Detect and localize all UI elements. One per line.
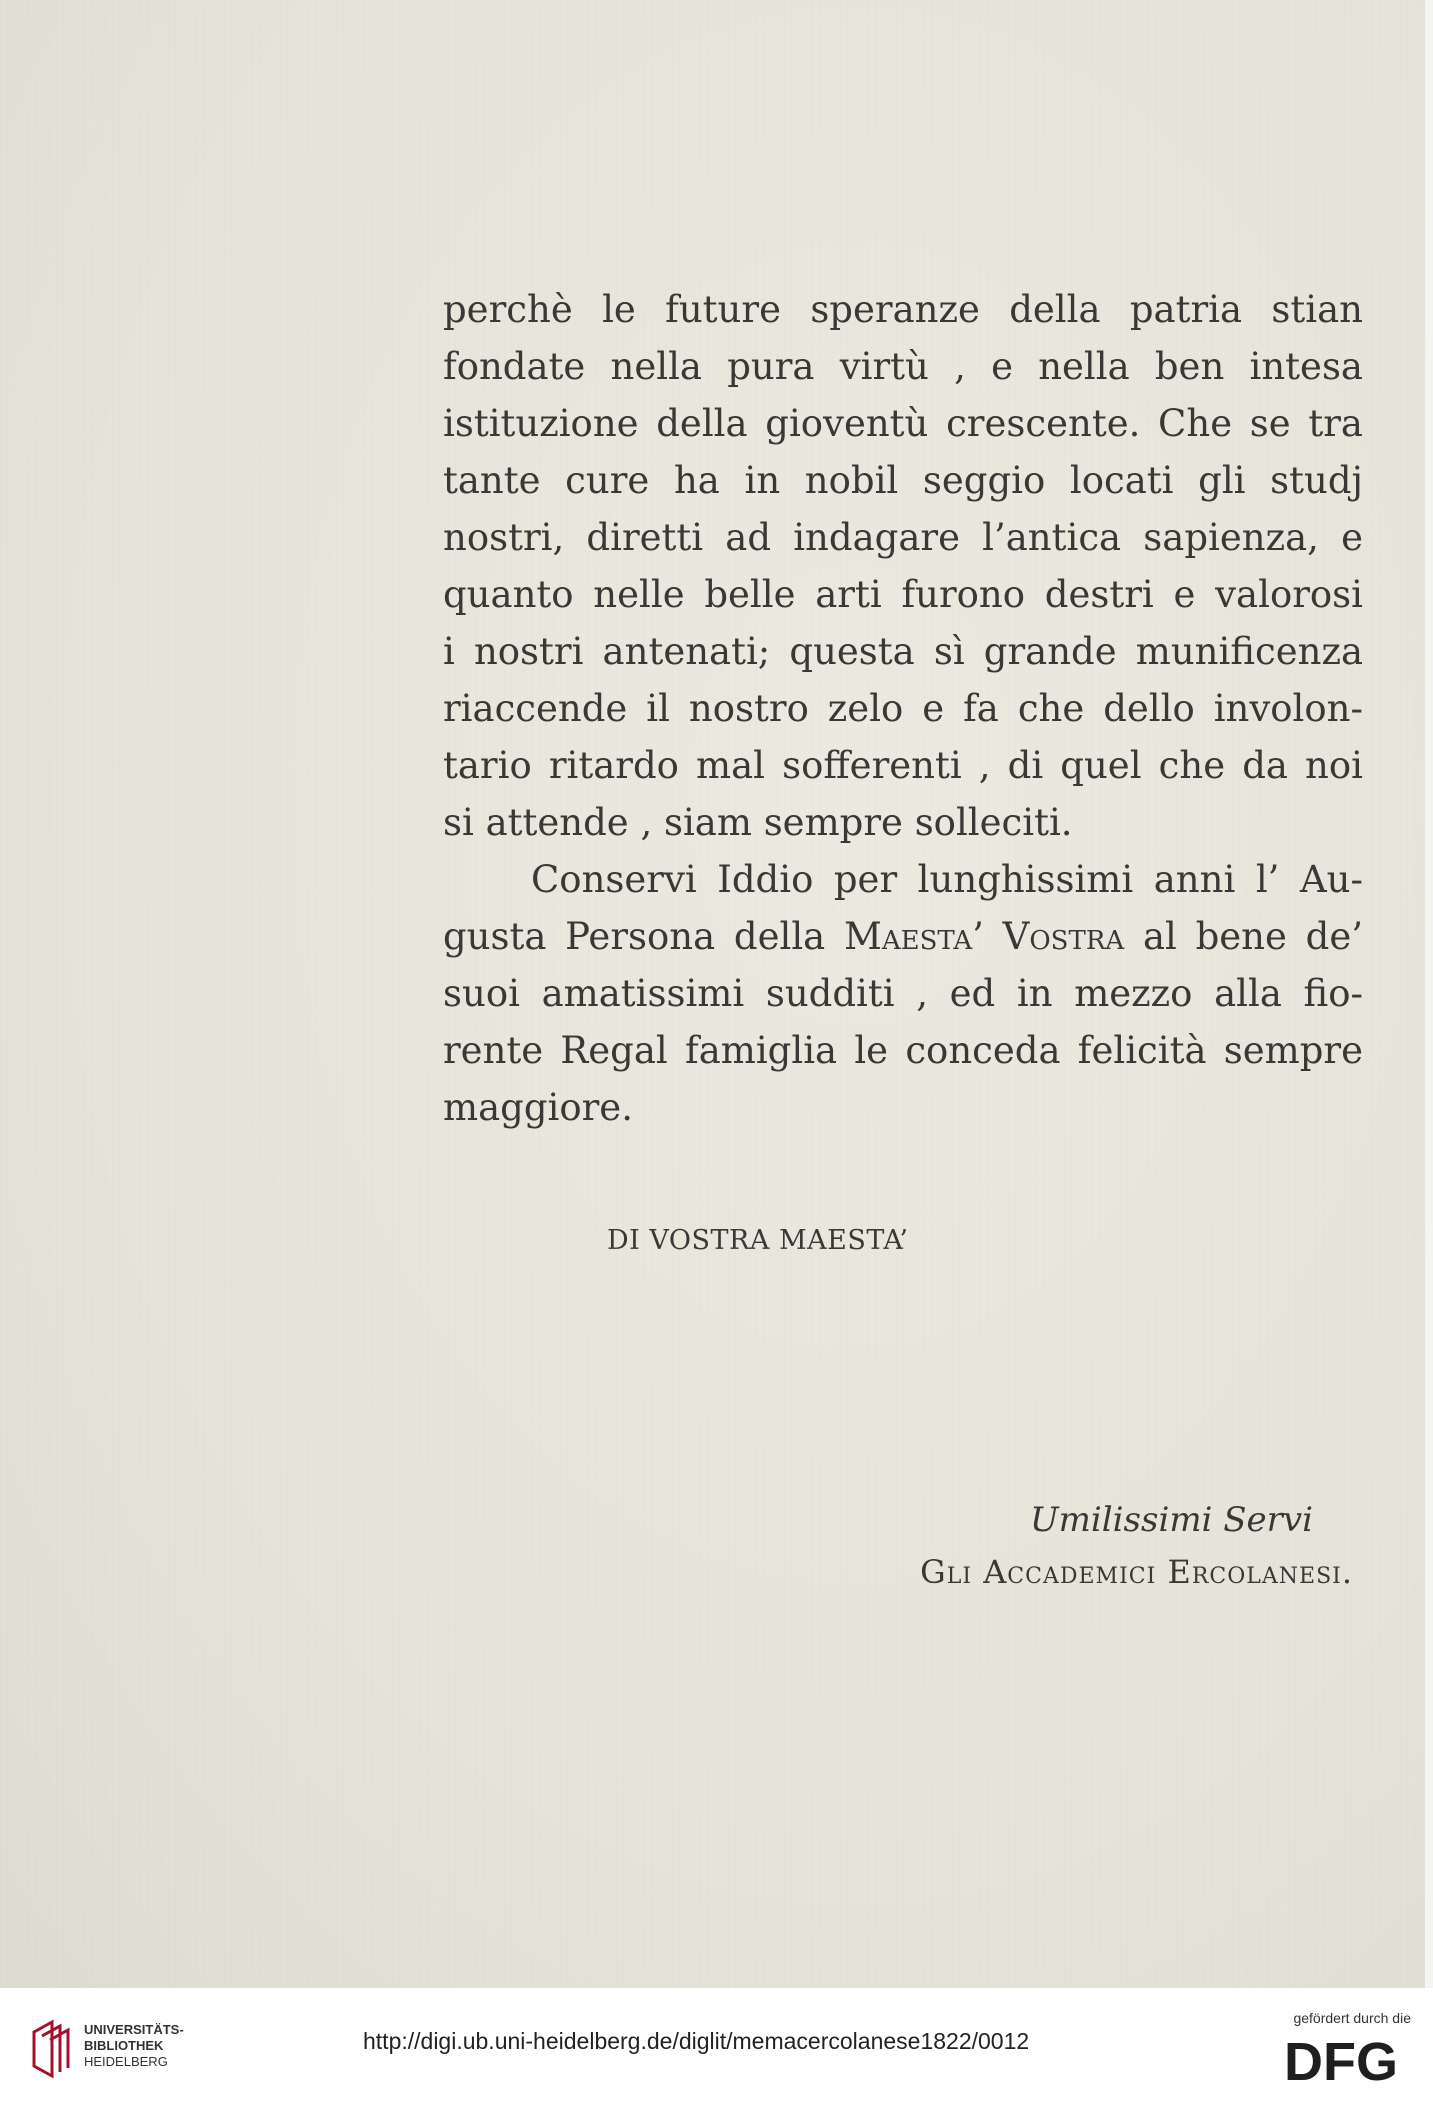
text-line: i nostri antenati; questa sì grande munificenza	[443, 630, 1363, 673]
dfg-logo-text: DFG	[1284, 2032, 1398, 2088]
text-line: istituzione della gioventù crescente. Che se tra	[443, 402, 1363, 445]
library-name-line: UNIVERSITÄTS-	[84, 2022, 184, 2037]
text-line: rente Regal famiglia le conceda felicità sempre	[443, 1029, 1363, 1072]
text-line: maggiore.	[443, 1086, 633, 1129]
text-line: riaccende il nostro zelo e fa che dello involon-	[443, 687, 1363, 730]
text-line: nostri, diretti ad indagare l’antica sapienza, e	[443, 516, 1363, 559]
signatories: Gli Accademici Ercolanesi.	[920, 1553, 1353, 1591]
funded-by-label: gefördert durch die	[1293, 2010, 1411, 2026]
text-line	[443, 909, 1363, 965]
dfg-logo-icon[interactable]	[1271, 2032, 1411, 2088]
signature-line: Umilissimi Servi	[1030, 1500, 1313, 1540]
text-line: suoi amatissimi sudditi , ed in mezzo alla fio-	[443, 972, 1363, 1015]
library-name-line: HEIDELBERG	[84, 2054, 168, 2069]
dedication-heading: DI VOSTRA MAESTA’	[607, 1225, 909, 1256]
text-line: Conservi Iddio per lunghissimi anni l’ Au-	[531, 858, 1363, 901]
text-line: tario ritardo mal sofferenti , di quel che da noi	[443, 744, 1363, 787]
text-line: tante cure ha in nobil seggio locati gli studj	[443, 459, 1363, 502]
text-run: gusta Persona della	[443, 915, 844, 958]
footer-bar	[0, 1988, 1433, 2110]
permalink[interactable]: http://digi.ub.uni-heidelberg.de/diglit/memacercolanese1822/0012	[363, 2028, 1030, 2054]
text-line: perchè le future speranze della patria stian	[443, 288, 1363, 331]
university-library-name	[84, 2022, 184, 2070]
text-line: si attende , siam sempre solleciti.	[443, 801, 1073, 844]
university-library-logo-icon[interactable]	[30, 2018, 76, 2080]
library-name-line: BIBLIOTHEK	[84, 2038, 164, 2053]
page-edge	[1425, 0, 1433, 1988]
smallcaps-run: Maesta’ Vostra	[843, 915, 1125, 958]
text-run: al bene de’	[1124, 915, 1364, 958]
text-line: fondate nella pura virtù , e nella ben intesa	[443, 345, 1363, 388]
text-line: quanto nelle belle arti furono destri e valorosi	[443, 573, 1363, 616]
